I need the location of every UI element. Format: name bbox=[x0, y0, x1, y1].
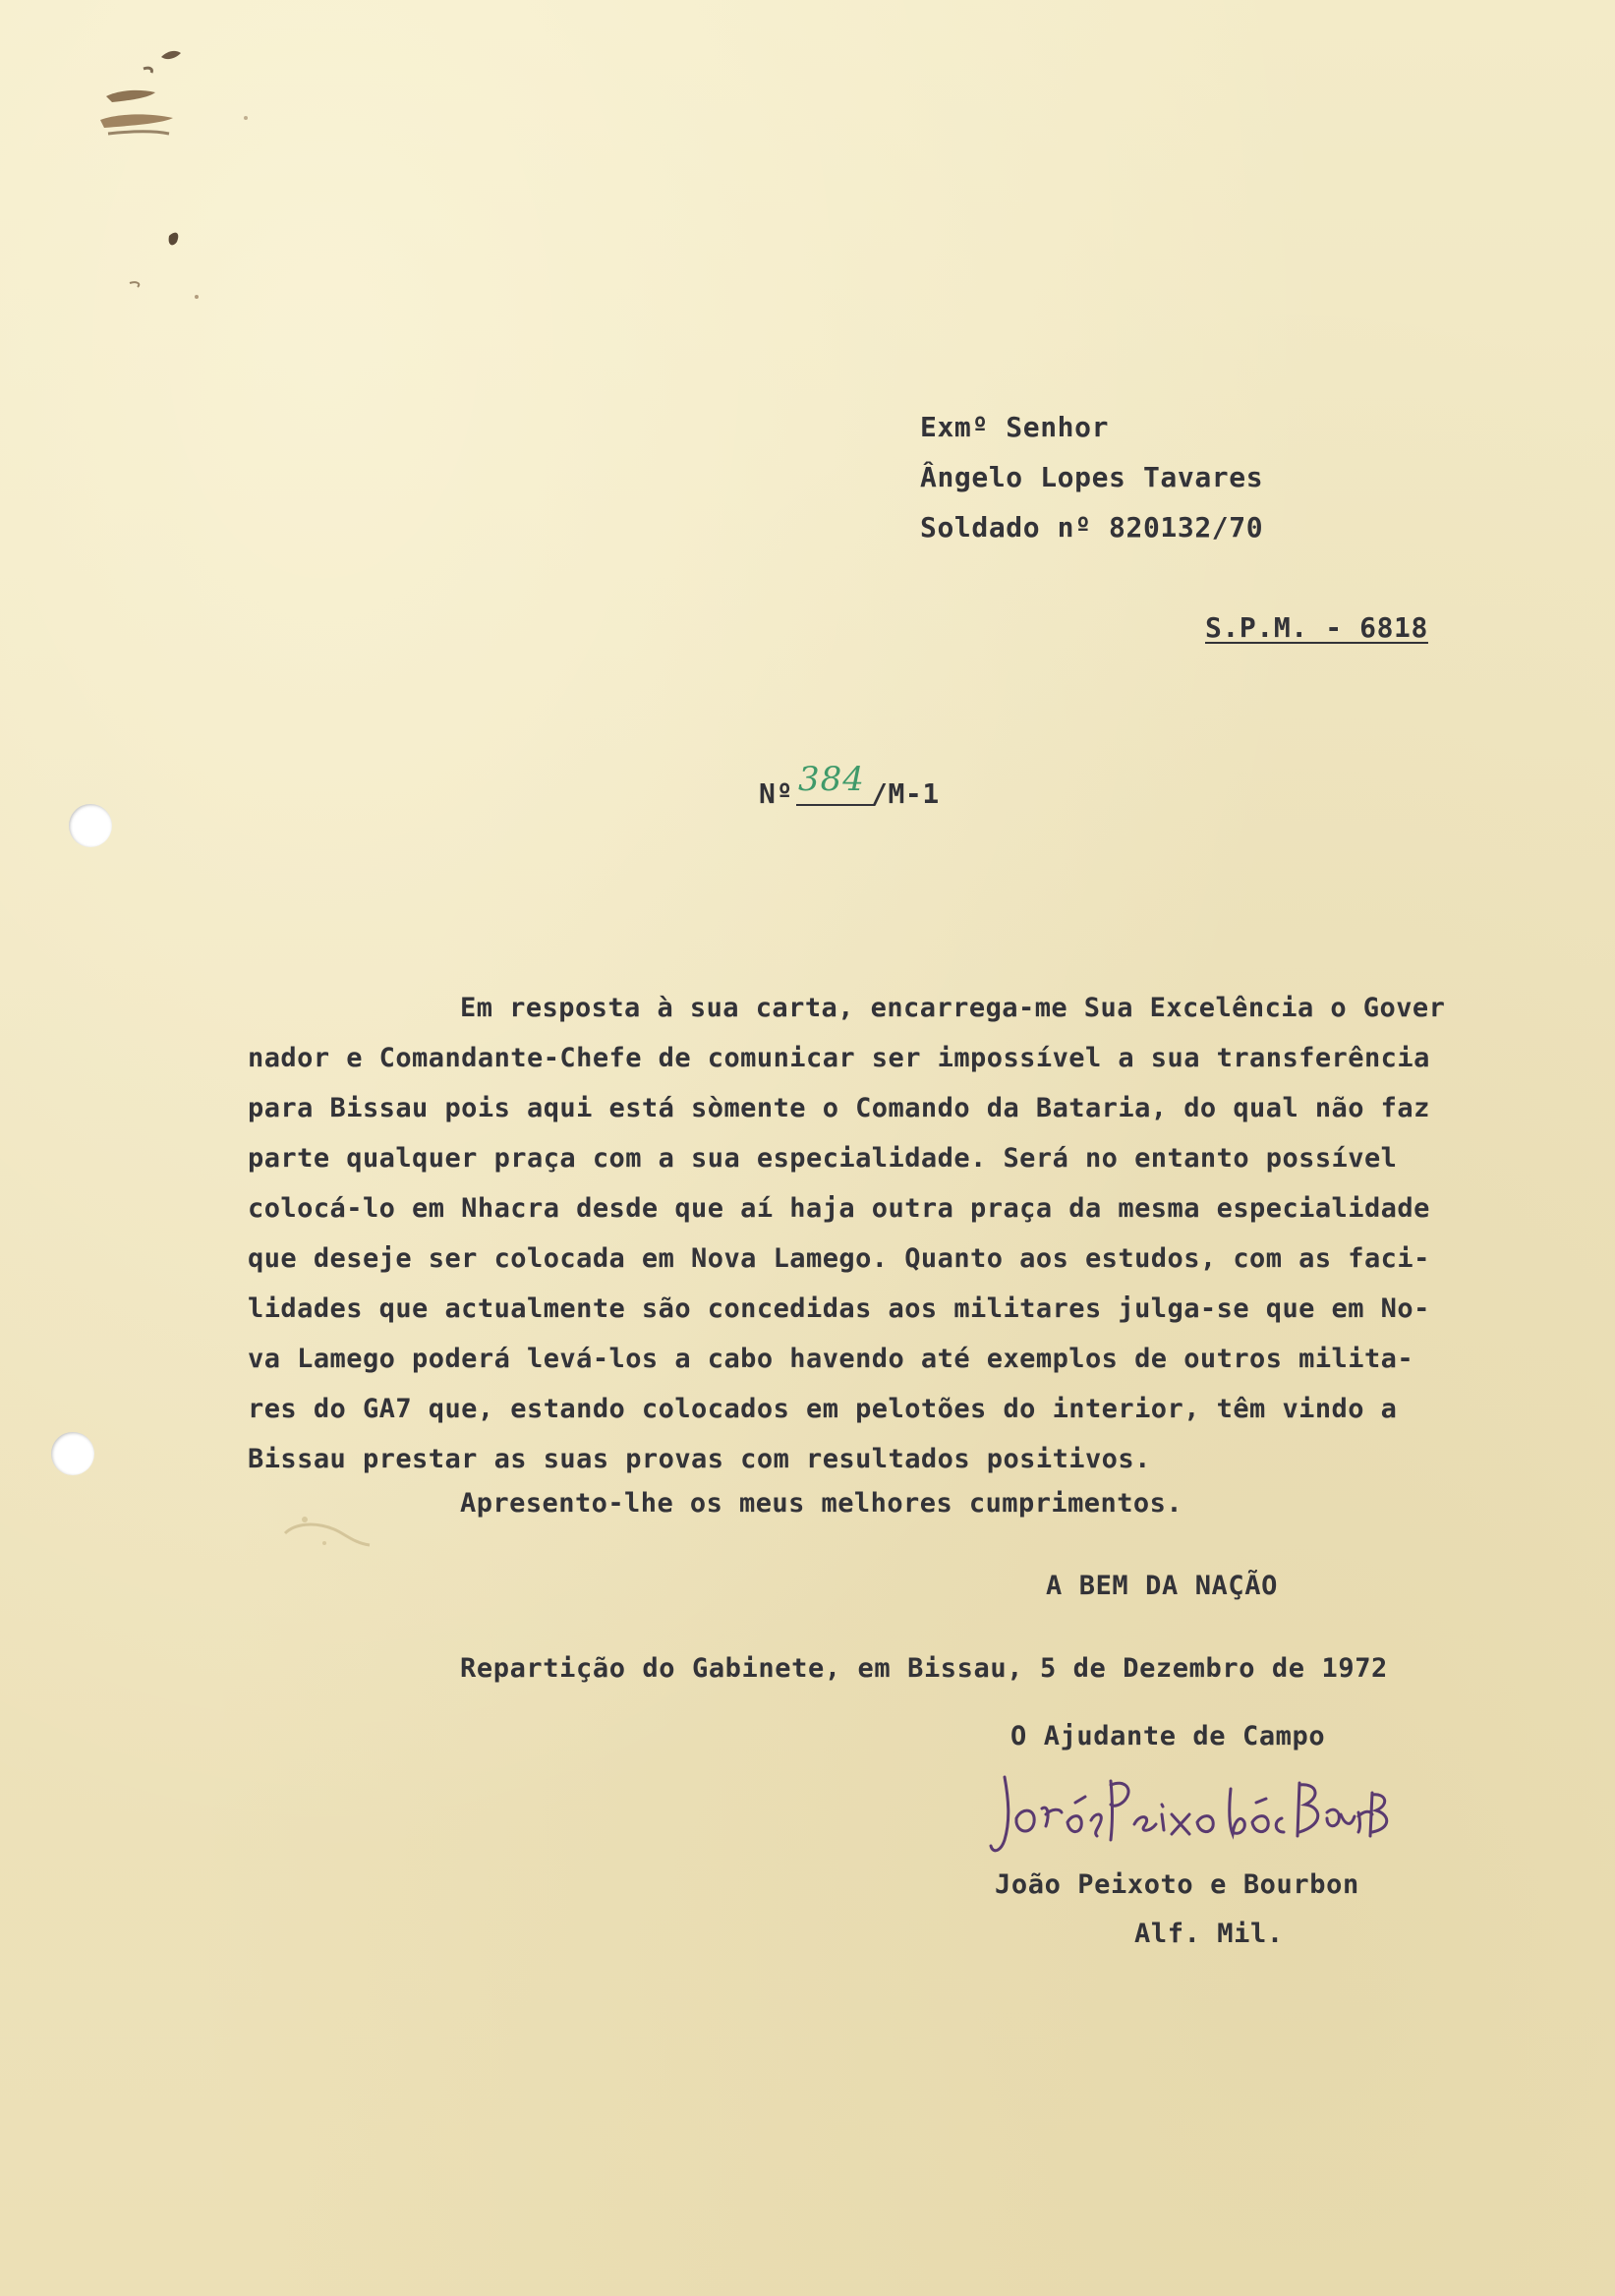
body-line: res do GA7 que, estando colocados em pelotões do interior, têm vindo a bbox=[248, 1394, 1398, 1424]
body-line: Apresento-lhe os meus melhores cumprimentos. bbox=[460, 1488, 1183, 1519]
signature-title: O Ajudante de Campo bbox=[1010, 1721, 1326, 1751]
body-line: parte qualquer praça com a sua especialidade. Será no entanto possível bbox=[248, 1143, 1398, 1174]
body-line: Bissau prestar as suas provas com resultados positivos. bbox=[248, 1444, 1151, 1474]
recipient-salutation: Exmº Senhor bbox=[920, 411, 1110, 443]
body-line: para Bissau pois aqui está sòmente o Comando da Bataria, do qual não faz bbox=[248, 1093, 1430, 1123]
reference-handwritten-number: 384 bbox=[798, 760, 865, 799]
reference-underline bbox=[796, 804, 875, 806]
punch-hole-bottom bbox=[51, 1432, 94, 1475]
faint-stain bbox=[275, 1494, 393, 1563]
handwritten-signature bbox=[987, 1759, 1400, 1867]
recipient-rank-number: Soldado nº 820132/70 bbox=[920, 511, 1264, 544]
punch-hole-top bbox=[69, 804, 112, 847]
place-date: Repartição do Gabinete, em Bissau, 5 de Dezembro de 1972 bbox=[460, 1653, 1388, 1684]
body-line: lidades que actualmente são concedidas aos militares julga-se que em No- bbox=[248, 1293, 1430, 1324]
reference-prefix: Nº bbox=[759, 777, 793, 810]
body-line: nador e Comandante-Chefe de comunicar ser impossível a sua transferência bbox=[248, 1043, 1430, 1073]
body-line: colocá-lo em Nhacra desde que aí haja outra praça da mesma especialidade bbox=[248, 1193, 1430, 1224]
motto: A BEM DA NAÇÃO bbox=[1046, 1571, 1278, 1601]
body-line: Em resposta à sua carta, encarrega-me Sua Excelência o Gover bbox=[460, 993, 1446, 1023]
body-line: va Lamego poderá levá-los a cabo havendo até exemplos de outros milita- bbox=[248, 1344, 1414, 1374]
reference-suffix: /M-1 bbox=[871, 777, 940, 810]
signatory-rank: Alf. Mil. bbox=[1134, 1919, 1284, 1949]
postal-code: S.P.M. - 6818 bbox=[1205, 611, 1428, 644]
signatory-name: João Peixoto e Bourbon bbox=[995, 1869, 1359, 1900]
recipient-name: Ângelo Lopes Tavares bbox=[920, 461, 1264, 493]
ink-stain-marks bbox=[79, 39, 315, 373]
body-line: que deseje ser colocada em Nova Lamego. Quanto aos estudos, com as faci- bbox=[248, 1243, 1430, 1274]
